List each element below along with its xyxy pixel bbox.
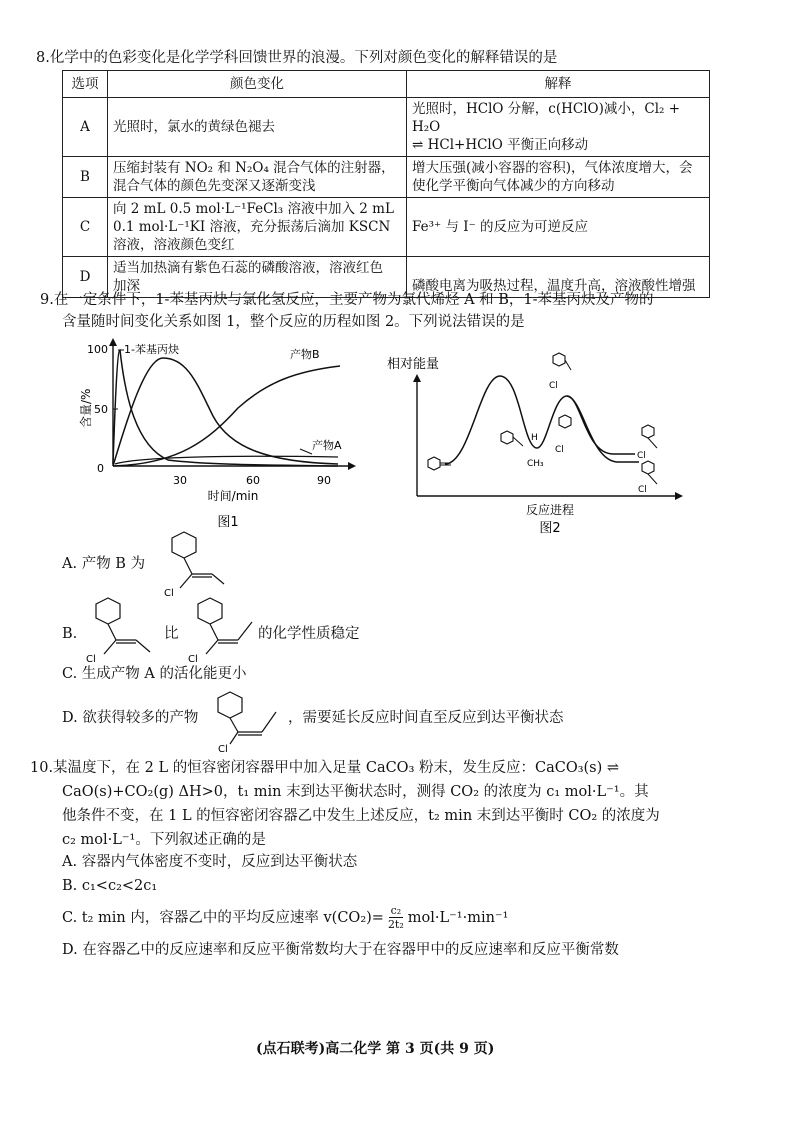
cl-label: Cl: [188, 654, 198, 665]
q9-option-b-prefix: B.: [62, 626, 78, 642]
cell-line: 向 2 mL 0.5 mol·L⁻¹FeCl₃ 溶液中加入 2 mL: [113, 201, 394, 217]
bond-icon: [262, 712, 276, 732]
y-axis-arrow: [109, 338, 117, 346]
benzene-ring-icon: [428, 457, 440, 470]
structure-product-a: [206, 684, 296, 754]
structure-product-b: [150, 530, 230, 604]
fraction-denominator: 2t₂: [387, 918, 404, 931]
label-leader: [300, 449, 312, 454]
figure-2-energy-profile: [385, 336, 685, 536]
y-axis-label: 含量/%: [79, 388, 93, 428]
q9-option-a: A. 产物 B 为: [62, 556, 146, 572]
benzene-ring-icon: [96, 598, 120, 624]
option-label: D: [63, 257, 108, 298]
q10-stem-line2: CaO(s)+CO₂(g) ΔH>0，t₁ min 末到达平衡状态时，测得 CO₂ 的浓度为 c₁ mol·L⁻¹。其: [62, 784, 649, 800]
x-axis-label: 时间/min: [207, 489, 259, 503]
q10-stem-line3: 他条件不变，在 1 L 的恒容密闭容器乙中发生上述反应，t₂ min 末到达平衡时 CO₂ 的浓度为: [62, 808, 660, 824]
cell-line: 混合气体的颜色先变深又逐渐变浅: [113, 178, 316, 194]
ch3-label: CH₃: [527, 459, 544, 469]
y-axis-arrow: [413, 374, 421, 382]
label-product-b: 产物B: [290, 348, 320, 361]
explanation-cell: [407, 98, 710, 157]
benzene-ring-icon: [642, 425, 654, 438]
benzene-ring-icon: [172, 532, 196, 558]
bond-icon: [104, 640, 116, 654]
header-option: 选项: [63, 71, 108, 98]
y-axis-label: 相对能量: [387, 357, 440, 372]
figure-1-caption: 图1: [217, 515, 239, 530]
fraction-numerator: c₂: [390, 904, 402, 917]
q8-stem: 8.化学中的色彩变化是化学学科回馈世界的浪漫。下列对颜色变化的解释错误的是: [36, 50, 558, 66]
explanation-cell: [407, 157, 710, 198]
curve-1-phenylpropyne: [113, 350, 338, 466]
bond-icon: [108, 624, 116, 640]
q10-option-c-prefix: C. t₂ min 内，容器乙中的平均反应速率 v(CO₂)=: [62, 909, 384, 926]
x-axis-label: 反应进程: [525, 503, 575, 517]
fraction: [388, 904, 404, 931]
option-label: A: [63, 98, 108, 157]
x-tick-90: 90: [317, 474, 331, 487]
header-color-change: 颜色变化: [108, 71, 407, 98]
q8-options-table: [62, 70, 710, 298]
x-axis-arrow: [348, 462, 356, 470]
q10-stem-line1: 10.某温度下，在 2 L 的恒容密闭容器甲中加入足量 CaCO₃ 粉末，发生反应：CaCO₃(s) ⇌: [30, 760, 620, 776]
label-1-phenylpropyne: 1-苯基丙炔: [124, 343, 179, 356]
cell-line: 0.1 mol·L⁻¹KI 溶液，充分振荡后滴加 KSCN: [113, 219, 391, 235]
bond-icon: [206, 640, 218, 654]
color-change-cell: [108, 98, 407, 157]
cl-label: Cl: [555, 445, 564, 455]
h-label: H: [531, 433, 538, 443]
cl-label: Cl: [86, 654, 96, 665]
y-tick-0: 0: [97, 462, 104, 475]
y-tick-100: 100: [87, 343, 108, 356]
option-label: B: [63, 157, 108, 198]
bond-icon: [210, 624, 218, 640]
q10-stem-line4: c₂ mol·L⁻¹。下列叙述正确的是: [62, 832, 266, 848]
y-tick-50-label: 50: [94, 403, 108, 416]
table-row: [63, 198, 710, 257]
cell-line: 适当加热滴有紫色石蕊的磷酸溶液，溶液红色: [113, 260, 383, 276]
structure-product-a-compare: [180, 596, 260, 670]
q9-option-b-mid: 比: [164, 626, 179, 642]
cl-label: Cl: [549, 381, 558, 391]
bond-icon: [230, 732, 238, 744]
benzene-ring-icon: [501, 431, 513, 444]
bond-icon: [238, 622, 252, 640]
benzene-ring-icon: [218, 692, 242, 718]
cell-line: Fe³⁺ 与 I⁻ 的反应为可逆反应: [412, 219, 588, 235]
bond-icon: [212, 574, 224, 584]
q9-stem-line1: 9.在一定条件下，1-苯基丙炔与氯化氢反应，主要产物为氯代烯烃 A 和 B，1-苯基丙炔及产物的: [40, 292, 654, 308]
cell-line: 光照时，氯水的黄绿色褪去: [113, 119, 275, 135]
cl-label: Cl: [638, 485, 647, 495]
cell-line: 使化学平衡向气体减少的方向移动: [412, 178, 615, 194]
q10-option-c-suffix: mol·L⁻¹·min⁻¹: [407, 909, 509, 926]
bond-icon: [513, 437, 523, 446]
header-explanation: 解释: [407, 71, 710, 98]
bond-icon: [230, 718, 238, 732]
label-product-a: 产物A: [312, 439, 342, 452]
color-change-cell: [108, 157, 407, 198]
cell-line: 光照时，HClO 分解，c(HClO)减小，Cl₂ + H₂O: [412, 101, 681, 135]
benzene-ring-icon: [559, 415, 571, 428]
x-axis-arrow: [675, 492, 683, 500]
cell-line: 溶液，溶液颜色变红: [113, 237, 235, 253]
cell-line: 磷酸电离为吸热过程，温度升高，溶液酸性增强: [412, 278, 696, 294]
cell-line: 加深: [113, 278, 140, 294]
q9-option-b-suffix: 的化学性质稳定: [258, 626, 360, 642]
benzene-ring-icon: [198, 598, 222, 624]
bond-icon: [180, 574, 192, 588]
q10-option-b: B. c₁<c₂<2c₁: [62, 878, 158, 894]
cl-label: Cl: [637, 451, 646, 461]
energy-curve-branch: [567, 396, 639, 462]
explanation-cell: [407, 198, 710, 257]
q9-option-c: C. 生成产物 A 的活化能更小: [62, 666, 247, 682]
cell-line: 压缩封装有 NO₂ 和 N₂O₄ 混合气体的注射器，: [113, 160, 395, 176]
x-tick-30: 30: [173, 474, 187, 487]
q9-option-d-prefix: D. 欲获得较多的产物: [62, 710, 199, 726]
table-header-row: [63, 71, 710, 98]
benzene-ring-icon: [642, 461, 654, 474]
q10-option-c: [62, 904, 508, 931]
cl-label: Cl: [218, 744, 228, 754]
cl-label: Cl: [164, 588, 174, 599]
benzene-ring-icon: [553, 353, 565, 366]
structure-product-b-compare: [78, 596, 158, 670]
figure-1-content-vs-time: [68, 336, 368, 536]
page-footer: (点石联考)高二化学 第 3 页(共 9 页): [256, 1041, 495, 1057]
q10-option-a: A. 容器内气体密度不变时，反应到达平衡状态: [62, 854, 358, 870]
cell-line: 增大压强(减小容器的容积)，气体浓度增大，会: [412, 160, 693, 176]
energy-curve-main: [445, 376, 635, 464]
bond-icon: [648, 474, 657, 484]
cell-line: ⇌ HCl+HClO 平衡正向移动: [412, 137, 589, 153]
bond-icon: [648, 438, 657, 448]
table-row: [63, 157, 710, 198]
figure-2-caption: 图2: [539, 521, 561, 536]
table-row: [63, 98, 710, 157]
q10-option-d: D. 在容器乙中的反应速率和反应平衡常数均大于在容器甲中的反应速率和反应平衡常数: [62, 942, 619, 958]
color-change-cell: [108, 198, 407, 257]
bond-icon: [184, 558, 192, 574]
option-label: C: [63, 198, 108, 257]
bond-icon: [565, 360, 571, 370]
bond-icon: [136, 640, 150, 652]
q9-option-d-suffix: ，需要延长反应时间直至反应到达平衡状态: [288, 710, 564, 726]
q9-stem-line2: 含量随时间变化关系如图 1，整个反应的历程如图 2。下列说法错误的是: [62, 314, 525, 330]
curve-product-a-intermediate: [113, 358, 338, 466]
x-tick-60: 60: [246, 474, 260, 487]
